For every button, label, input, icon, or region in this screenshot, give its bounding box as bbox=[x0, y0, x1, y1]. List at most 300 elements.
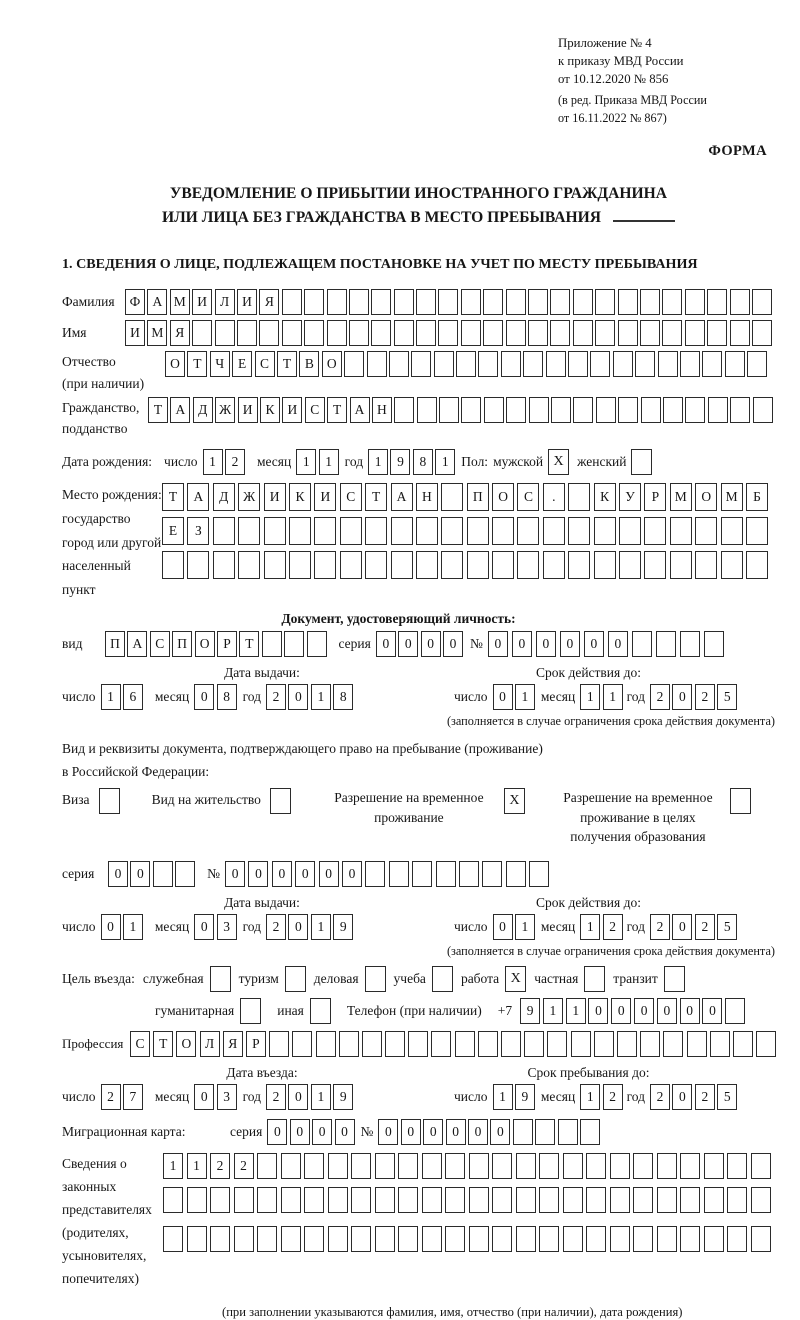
char-cell[interactable]: 3 bbox=[217, 1084, 237, 1110]
char-cell[interactable] bbox=[478, 351, 498, 377]
char-cell[interactable] bbox=[163, 1187, 183, 1213]
char-cell[interactable]: Т bbox=[277, 351, 297, 377]
char-cell[interactable] bbox=[685, 397, 705, 423]
char-cell[interactable] bbox=[640, 1031, 660, 1057]
char-cell[interactable]: А bbox=[170, 397, 190, 423]
char-cell[interactable]: 5 bbox=[717, 1084, 737, 1110]
char-cell[interactable] bbox=[482, 861, 502, 887]
char-cell[interactable] bbox=[187, 1187, 207, 1213]
char-cell[interactable] bbox=[469, 1226, 489, 1252]
char-cell[interactable]: С bbox=[305, 397, 325, 423]
char-cell[interactable] bbox=[573, 289, 593, 315]
char-cell[interactable]: 0 bbox=[288, 684, 308, 710]
char-cell[interactable] bbox=[417, 397, 437, 423]
char-cell[interactable] bbox=[327, 289, 347, 315]
char-cell[interactable]: 2 bbox=[650, 914, 670, 940]
char-cell[interactable]: 1 bbox=[203, 449, 223, 475]
char-cell[interactable]: О bbox=[492, 483, 514, 511]
temp-residence-checkbox[interactable]: X bbox=[504, 788, 525, 814]
char-cell[interactable]: Н bbox=[416, 483, 438, 511]
char-cell[interactable] bbox=[391, 551, 413, 579]
char-cell[interactable] bbox=[492, 551, 514, 579]
char-cell[interactable] bbox=[304, 1187, 324, 1213]
char-cell[interactable]: 9 bbox=[390, 449, 410, 475]
char-cell[interactable] bbox=[528, 289, 548, 315]
char-cell[interactable] bbox=[610, 1226, 630, 1252]
char-cell[interactable]: О bbox=[322, 351, 342, 377]
char-cell[interactable] bbox=[632, 631, 652, 657]
char-cell[interactable]: 2 bbox=[266, 1084, 286, 1110]
purpose-study-checkbox[interactable] bbox=[432, 966, 453, 992]
char-cell[interactable] bbox=[398, 1153, 418, 1179]
char-cell[interactable]: 8 bbox=[413, 449, 433, 475]
char-cell[interactable]: 0 bbox=[588, 998, 608, 1024]
char-cell[interactable] bbox=[339, 1031, 359, 1057]
char-cell[interactable] bbox=[707, 320, 727, 346]
char-cell[interactable] bbox=[708, 397, 728, 423]
char-cell[interactable]: . bbox=[543, 483, 565, 511]
char-cell[interactable] bbox=[257, 1187, 277, 1213]
char-cell[interactable] bbox=[707, 289, 727, 315]
char-cell[interactable]: 1 bbox=[580, 1084, 600, 1110]
char-cell[interactable] bbox=[210, 1187, 230, 1213]
char-cell[interactable] bbox=[725, 998, 745, 1024]
char-cell[interactable]: 9 bbox=[333, 914, 353, 940]
char-cell[interactable]: И bbox=[238, 397, 258, 423]
char-cell[interactable] bbox=[492, 517, 514, 545]
char-cell[interactable]: 2 bbox=[234, 1153, 254, 1179]
char-cell[interactable] bbox=[281, 1153, 301, 1179]
char-cell[interactable]: 2 bbox=[603, 1084, 623, 1110]
char-cell[interactable] bbox=[516, 1153, 536, 1179]
char-cell[interactable]: Р bbox=[644, 483, 666, 511]
char-cell[interactable]: П bbox=[172, 631, 192, 657]
char-cell[interactable] bbox=[610, 1153, 630, 1179]
char-cell[interactable]: Т bbox=[153, 1031, 173, 1057]
char-cell[interactable] bbox=[467, 517, 489, 545]
char-cell[interactable] bbox=[747, 351, 767, 377]
char-cell[interactable] bbox=[461, 289, 481, 315]
char-cell[interactable] bbox=[657, 1226, 677, 1252]
char-cell[interactable]: 1 bbox=[368, 449, 388, 475]
char-cell[interactable]: И bbox=[125, 320, 145, 346]
char-cell[interactable]: 0 bbox=[672, 1084, 692, 1110]
char-cell[interactable] bbox=[375, 1226, 395, 1252]
char-cell[interactable] bbox=[292, 1031, 312, 1057]
char-cell[interactable] bbox=[580, 1119, 600, 1145]
char-cell[interactable] bbox=[259, 320, 279, 346]
char-cell[interactable] bbox=[375, 1153, 395, 1179]
char-cell[interactable] bbox=[613, 351, 633, 377]
char-cell[interactable] bbox=[539, 1226, 559, 1252]
char-cell[interactable] bbox=[640, 320, 660, 346]
char-cell[interactable]: 1 bbox=[435, 449, 455, 475]
char-cell[interactable]: 0 bbox=[512, 631, 532, 657]
char-cell[interactable]: 0 bbox=[493, 684, 513, 710]
char-cell[interactable] bbox=[153, 861, 173, 887]
char-cell[interactable]: 2 bbox=[101, 1084, 121, 1110]
char-cell[interactable] bbox=[573, 397, 593, 423]
purpose-tourism-checkbox[interactable] bbox=[285, 966, 306, 992]
char-cell[interactable] bbox=[340, 551, 362, 579]
char-cell[interactable]: М bbox=[721, 483, 743, 511]
char-cell[interactable] bbox=[535, 1119, 555, 1145]
char-cell[interactable] bbox=[269, 1031, 289, 1057]
char-cell[interactable] bbox=[687, 1031, 707, 1057]
char-cell[interactable]: 1 bbox=[580, 684, 600, 710]
char-cell[interactable] bbox=[704, 631, 724, 657]
char-cell[interactable]: 0 bbox=[342, 861, 362, 887]
char-cell[interactable] bbox=[695, 551, 717, 579]
char-cell[interactable]: Л bbox=[200, 1031, 220, 1057]
char-cell[interactable] bbox=[543, 551, 565, 579]
char-cell[interactable]: А bbox=[187, 483, 209, 511]
char-cell[interactable] bbox=[594, 1031, 614, 1057]
char-cell[interactable]: 9 bbox=[333, 1084, 353, 1110]
char-cell[interactable] bbox=[618, 320, 638, 346]
char-cell[interactable]: 0 bbox=[536, 631, 556, 657]
char-cell[interactable] bbox=[586, 1226, 606, 1252]
char-cell[interactable] bbox=[304, 1153, 324, 1179]
char-cell[interactable] bbox=[746, 551, 768, 579]
char-cell[interactable] bbox=[680, 351, 700, 377]
char-cell[interactable]: 0 bbox=[398, 631, 418, 657]
char-cell[interactable] bbox=[751, 1226, 771, 1252]
char-cell[interactable] bbox=[469, 1187, 489, 1213]
char-cell[interactable] bbox=[595, 289, 615, 315]
char-cell[interactable]: П bbox=[467, 483, 489, 511]
char-cell[interactable] bbox=[461, 320, 481, 346]
char-cell[interactable] bbox=[506, 320, 526, 346]
char-cell[interactable] bbox=[721, 517, 743, 545]
sex-male-checkbox[interactable]: X bbox=[548, 449, 569, 475]
char-cell[interactable]: 0 bbox=[680, 998, 700, 1024]
char-cell[interactable] bbox=[550, 289, 570, 315]
char-cell[interactable] bbox=[618, 397, 638, 423]
char-cell[interactable]: 0 bbox=[490, 1119, 510, 1145]
char-cell[interactable]: 0 bbox=[378, 1119, 398, 1145]
char-cell[interactable] bbox=[563, 1153, 583, 1179]
char-cell[interactable] bbox=[619, 551, 641, 579]
char-cell[interactable] bbox=[680, 1226, 700, 1252]
char-cell[interactable]: Ф bbox=[125, 289, 145, 315]
char-cell[interactable] bbox=[456, 351, 476, 377]
char-cell[interactable]: 0 bbox=[101, 914, 121, 940]
char-cell[interactable] bbox=[461, 397, 481, 423]
char-cell[interactable] bbox=[617, 1031, 637, 1057]
char-cell[interactable] bbox=[619, 517, 641, 545]
char-cell[interactable] bbox=[213, 551, 235, 579]
char-cell[interactable] bbox=[516, 1226, 536, 1252]
char-cell[interactable]: А bbox=[127, 631, 147, 657]
char-cell[interactable] bbox=[516, 1187, 536, 1213]
char-cell[interactable]: Д bbox=[193, 397, 213, 423]
char-cell[interactable]: С bbox=[150, 631, 170, 657]
char-cell[interactable] bbox=[455, 1031, 475, 1057]
char-cell[interactable] bbox=[551, 397, 571, 423]
char-cell[interactable] bbox=[351, 1187, 371, 1213]
char-cell[interactable] bbox=[685, 320, 705, 346]
char-cell[interactable] bbox=[445, 1187, 465, 1213]
char-cell[interactable] bbox=[351, 1153, 371, 1179]
char-cell[interactable] bbox=[441, 483, 463, 511]
char-cell[interactable] bbox=[586, 1187, 606, 1213]
char-cell[interactable] bbox=[163, 1226, 183, 1252]
char-cell[interactable] bbox=[375, 1187, 395, 1213]
char-cell[interactable]: Ж bbox=[238, 483, 260, 511]
char-cell[interactable] bbox=[543, 517, 565, 545]
char-cell[interactable] bbox=[304, 320, 324, 346]
char-cell[interactable] bbox=[340, 517, 362, 545]
char-cell[interactable] bbox=[658, 351, 678, 377]
purpose-business-checkbox[interactable] bbox=[365, 966, 386, 992]
char-cell[interactable]: 2 bbox=[695, 914, 715, 940]
char-cell[interactable] bbox=[213, 517, 235, 545]
char-cell[interactable] bbox=[663, 1031, 683, 1057]
purpose-humanitarian-checkbox[interactable] bbox=[240, 998, 261, 1024]
char-cell[interactable] bbox=[438, 289, 458, 315]
char-cell[interactable] bbox=[328, 1226, 348, 1252]
char-cell[interactable] bbox=[517, 551, 539, 579]
char-cell[interactable]: Н bbox=[372, 397, 392, 423]
char-cell[interactable] bbox=[752, 289, 772, 315]
char-cell[interactable]: 2 bbox=[603, 914, 623, 940]
char-cell[interactable] bbox=[365, 861, 385, 887]
char-cell[interactable]: 0 bbox=[611, 998, 631, 1024]
char-cell[interactable] bbox=[483, 320, 503, 346]
char-cell[interactable]: 1 bbox=[311, 684, 331, 710]
char-cell[interactable]: 0 bbox=[634, 998, 654, 1024]
char-cell[interactable] bbox=[445, 1226, 465, 1252]
temp-residence-education-checkbox[interactable] bbox=[730, 788, 751, 814]
char-cell[interactable] bbox=[349, 320, 369, 346]
char-cell[interactable] bbox=[710, 1031, 730, 1057]
char-cell[interactable] bbox=[467, 551, 489, 579]
char-cell[interactable] bbox=[434, 351, 454, 377]
char-cell[interactable] bbox=[281, 1226, 301, 1252]
char-cell[interactable] bbox=[237, 320, 257, 346]
char-cell[interactable]: Т bbox=[162, 483, 184, 511]
char-cell[interactable]: О bbox=[176, 1031, 196, 1057]
char-cell[interactable]: Е bbox=[232, 351, 252, 377]
char-cell[interactable]: Л bbox=[215, 289, 235, 315]
char-cell[interactable] bbox=[215, 320, 235, 346]
char-cell[interactable] bbox=[398, 1226, 418, 1252]
char-cell[interactable]: З bbox=[187, 517, 209, 545]
char-cell[interactable]: 0 bbox=[335, 1119, 355, 1145]
char-cell[interactable]: 1 bbox=[543, 998, 563, 1024]
char-cell[interactable]: Р bbox=[217, 631, 237, 657]
char-cell[interactable]: 8 bbox=[333, 684, 353, 710]
char-cell[interactable] bbox=[670, 517, 692, 545]
char-cell[interactable] bbox=[633, 1187, 653, 1213]
char-cell[interactable]: 0 bbox=[288, 914, 308, 940]
char-cell[interactable] bbox=[289, 517, 311, 545]
char-cell[interactable] bbox=[492, 1187, 512, 1213]
char-cell[interactable]: Я bbox=[223, 1031, 243, 1057]
char-cell[interactable] bbox=[539, 1187, 559, 1213]
char-cell[interactable] bbox=[234, 1226, 254, 1252]
char-cell[interactable]: О bbox=[195, 631, 215, 657]
char-cell[interactable] bbox=[586, 1153, 606, 1179]
char-cell[interactable] bbox=[162, 551, 184, 579]
char-cell[interactable]: 2 bbox=[650, 684, 670, 710]
char-cell[interactable] bbox=[238, 517, 260, 545]
char-cell[interactable] bbox=[529, 861, 549, 887]
char-cell[interactable] bbox=[529, 397, 549, 423]
char-cell[interactable] bbox=[257, 1153, 277, 1179]
char-cell[interactable] bbox=[238, 551, 260, 579]
char-cell[interactable] bbox=[469, 1153, 489, 1179]
char-cell[interactable]: 0 bbox=[446, 1119, 466, 1145]
char-cell[interactable]: 0 bbox=[493, 914, 513, 940]
char-cell[interactable]: 2 bbox=[695, 684, 715, 710]
char-cell[interactable] bbox=[633, 1153, 653, 1179]
char-cell[interactable] bbox=[618, 289, 638, 315]
char-cell[interactable]: В bbox=[299, 351, 319, 377]
char-cell[interactable]: А bbox=[350, 397, 370, 423]
char-cell[interactable]: 0 bbox=[702, 998, 722, 1024]
char-cell[interactable] bbox=[573, 320, 593, 346]
char-cell[interactable]: М bbox=[170, 289, 190, 315]
char-cell[interactable] bbox=[733, 1031, 753, 1057]
char-cell[interactable] bbox=[725, 351, 745, 377]
char-cell[interactable] bbox=[281, 1187, 301, 1213]
char-cell[interactable]: 0 bbox=[657, 998, 677, 1024]
char-cell[interactable] bbox=[550, 320, 570, 346]
char-cell[interactable]: А bbox=[147, 289, 167, 315]
char-cell[interactable] bbox=[539, 1153, 559, 1179]
char-cell[interactable] bbox=[685, 289, 705, 315]
char-cell[interactable] bbox=[563, 1187, 583, 1213]
char-cell[interactable] bbox=[307, 631, 327, 657]
char-cell[interactable]: 1 bbox=[319, 449, 339, 475]
char-cell[interactable]: 0 bbox=[608, 631, 628, 657]
char-cell[interactable] bbox=[756, 1031, 776, 1057]
char-cell[interactable] bbox=[635, 351, 655, 377]
char-cell[interactable] bbox=[680, 631, 700, 657]
purpose-private-checkbox[interactable] bbox=[584, 966, 605, 992]
char-cell[interactable] bbox=[262, 631, 282, 657]
char-cell[interactable] bbox=[730, 397, 750, 423]
char-cell[interactable] bbox=[644, 517, 666, 545]
char-cell[interactable]: Т bbox=[239, 631, 259, 657]
char-cell[interactable]: У bbox=[619, 483, 641, 511]
char-cell[interactable] bbox=[568, 483, 590, 511]
char-cell[interactable] bbox=[695, 517, 717, 545]
char-cell[interactable] bbox=[568, 517, 590, 545]
char-cell[interactable]: 0 bbox=[376, 631, 396, 657]
char-cell[interactable] bbox=[408, 1031, 428, 1057]
char-cell[interactable] bbox=[257, 1226, 277, 1252]
char-cell[interactable] bbox=[422, 1187, 442, 1213]
char-cell[interactable]: К bbox=[260, 397, 280, 423]
char-cell[interactable] bbox=[524, 1031, 544, 1057]
char-cell[interactable] bbox=[371, 289, 391, 315]
purpose-official-checkbox[interactable] bbox=[210, 966, 231, 992]
char-cell[interactable]: 1 bbox=[493, 1084, 513, 1110]
char-cell[interactable] bbox=[416, 289, 436, 315]
char-cell[interactable]: М bbox=[147, 320, 167, 346]
char-cell[interactable] bbox=[517, 517, 539, 545]
char-cell[interactable] bbox=[751, 1187, 771, 1213]
char-cell[interactable] bbox=[385, 1031, 405, 1057]
char-cell[interactable]: 0 bbox=[225, 861, 245, 887]
char-cell[interactable]: 1 bbox=[566, 998, 586, 1024]
char-cell[interactable] bbox=[344, 351, 364, 377]
char-cell[interactable]: 0 bbox=[319, 861, 339, 887]
char-cell[interactable] bbox=[483, 289, 503, 315]
char-cell[interactable] bbox=[680, 1187, 700, 1213]
char-cell[interactable] bbox=[633, 1226, 653, 1252]
char-cell[interactable] bbox=[670, 551, 692, 579]
residence-permit-checkbox[interactable] bbox=[270, 788, 291, 814]
char-cell[interactable]: 0 bbox=[401, 1119, 421, 1145]
char-cell[interactable]: С bbox=[340, 483, 362, 511]
char-cell[interactable] bbox=[441, 517, 463, 545]
char-cell[interactable] bbox=[349, 289, 369, 315]
char-cell[interactable]: 2 bbox=[650, 1084, 670, 1110]
char-cell[interactable]: Е bbox=[162, 517, 184, 545]
char-cell[interactable] bbox=[351, 1226, 371, 1252]
char-cell[interactable]: 2 bbox=[695, 1084, 715, 1110]
char-cell[interactable] bbox=[416, 517, 438, 545]
char-cell[interactable] bbox=[590, 351, 610, 377]
char-cell[interactable] bbox=[730, 320, 750, 346]
char-cell[interactable] bbox=[394, 320, 414, 346]
char-cell[interactable] bbox=[704, 1187, 724, 1213]
char-cell[interactable] bbox=[328, 1153, 348, 1179]
visa-checkbox[interactable] bbox=[99, 788, 120, 814]
char-cell[interactable]: 2 bbox=[266, 684, 286, 710]
char-cell[interactable] bbox=[546, 351, 566, 377]
char-cell[interactable] bbox=[436, 861, 456, 887]
char-cell[interactable] bbox=[445, 1153, 465, 1179]
char-cell[interactable] bbox=[595, 320, 615, 346]
char-cell[interactable] bbox=[365, 551, 387, 579]
char-cell[interactable]: 5 bbox=[717, 914, 737, 940]
char-cell[interactable]: 0 bbox=[194, 1084, 214, 1110]
char-cell[interactable] bbox=[365, 517, 387, 545]
char-cell[interactable] bbox=[506, 861, 526, 887]
char-cell[interactable]: 1 bbox=[515, 914, 535, 940]
char-cell[interactable] bbox=[371, 320, 391, 346]
char-cell[interactable] bbox=[264, 517, 286, 545]
char-cell[interactable]: 0 bbox=[560, 631, 580, 657]
char-cell[interactable] bbox=[192, 320, 212, 346]
char-cell[interactable]: Т bbox=[327, 397, 347, 423]
char-cell[interactable]: Ж bbox=[215, 397, 235, 423]
char-cell[interactable]: И bbox=[264, 483, 286, 511]
char-cell[interactable]: 7 bbox=[123, 1084, 143, 1110]
char-cell[interactable]: 8 bbox=[217, 684, 237, 710]
char-cell[interactable] bbox=[175, 861, 195, 887]
char-cell[interactable] bbox=[362, 1031, 382, 1057]
char-cell[interactable] bbox=[506, 289, 526, 315]
char-cell[interactable] bbox=[391, 517, 413, 545]
char-cell[interactable] bbox=[264, 551, 286, 579]
char-cell[interactable]: 0 bbox=[584, 631, 604, 657]
char-cell[interactable] bbox=[314, 517, 336, 545]
char-cell[interactable]: К bbox=[594, 483, 616, 511]
char-cell[interactable]: Ч bbox=[210, 351, 230, 377]
char-cell[interactable] bbox=[644, 551, 666, 579]
char-cell[interactable] bbox=[746, 517, 768, 545]
char-cell[interactable] bbox=[594, 551, 616, 579]
char-cell[interactable]: С bbox=[130, 1031, 150, 1057]
char-cell[interactable]: 1 bbox=[296, 449, 316, 475]
char-cell[interactable]: 0 bbox=[130, 861, 150, 887]
